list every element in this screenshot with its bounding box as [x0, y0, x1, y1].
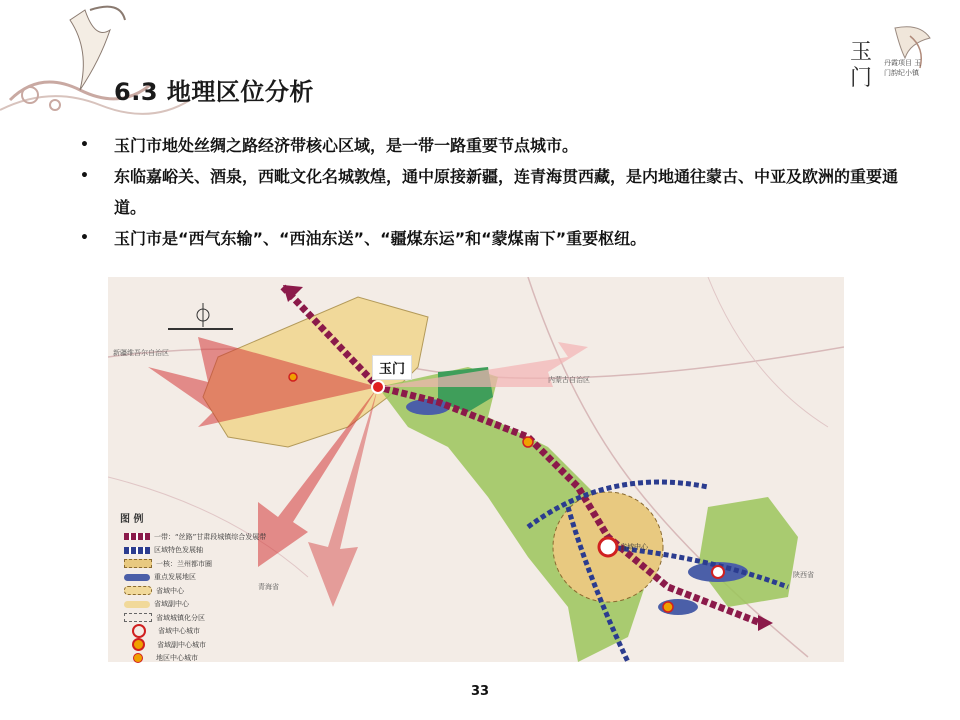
yumen-label: 玉门 — [372, 355, 412, 380]
cloud-ornament-decoration — [0, 0, 200, 130]
brand-logo — [850, 18, 940, 128]
bullet-item: • 玉门市地处丝绸之路经济带核心区域，是一带一路重要节点城市。 — [80, 130, 900, 161]
page-title: 6.3 地理区位分析 — [114, 78, 314, 106]
legend-item: 省域副中心 — [124, 598, 266, 612]
logo-caption: 丹霞项目 玉门韵纪小镇 — [884, 59, 922, 77]
legend-title: 图 例 — [120, 514, 144, 525]
bullet-item: • 东临嘉峪关、酒泉，西毗文化名城敦煌，通中原接新疆，连青海贯西藏，是内地通往蒙古、中亚及欧洲的重要通道。 — [80, 161, 900, 223]
page-number: 33 — [470, 684, 490, 699]
legend-item: 省域中心 — [124, 584, 266, 598]
region-label: 省域中心 — [620, 543, 648, 551]
legend-item: 一带：“丝路”甘肃段城镇综合发展带 — [124, 530, 266, 544]
legend-item: 区域特色发展轴 — [124, 544, 266, 558]
legend-item: 一核：兰州都市圈 — [124, 557, 266, 571]
bullet-item: • 玉门市是“西气东输”、“西油东送”、“疆煤东运”和“蒙煤南下”重要枢纽。 — [80, 223, 900, 254]
region-label: 新疆维吾尔自治区 — [113, 349, 169, 357]
map-legend — [124, 530, 266, 665]
yumen-city-marker — [372, 381, 384, 393]
region-label: 青海省 — [258, 583, 279, 591]
legend-item: 地区中心城市 — [124, 652, 266, 666]
legend-item: 省域副中心城市 — [124, 638, 266, 652]
logo-mark-text: 玉门 — [850, 40, 873, 91]
legend-item: 省域城镇化分区 — [124, 611, 266, 625]
legend-item: 省域中心城市 — [124, 625, 266, 639]
region-label: 陕西省 — [793, 571, 814, 579]
legend-item: 重点发展地区 — [124, 571, 266, 585]
bullet-list — [80, 130, 900, 254]
region-label: 内蒙古自治区 — [548, 376, 590, 384]
